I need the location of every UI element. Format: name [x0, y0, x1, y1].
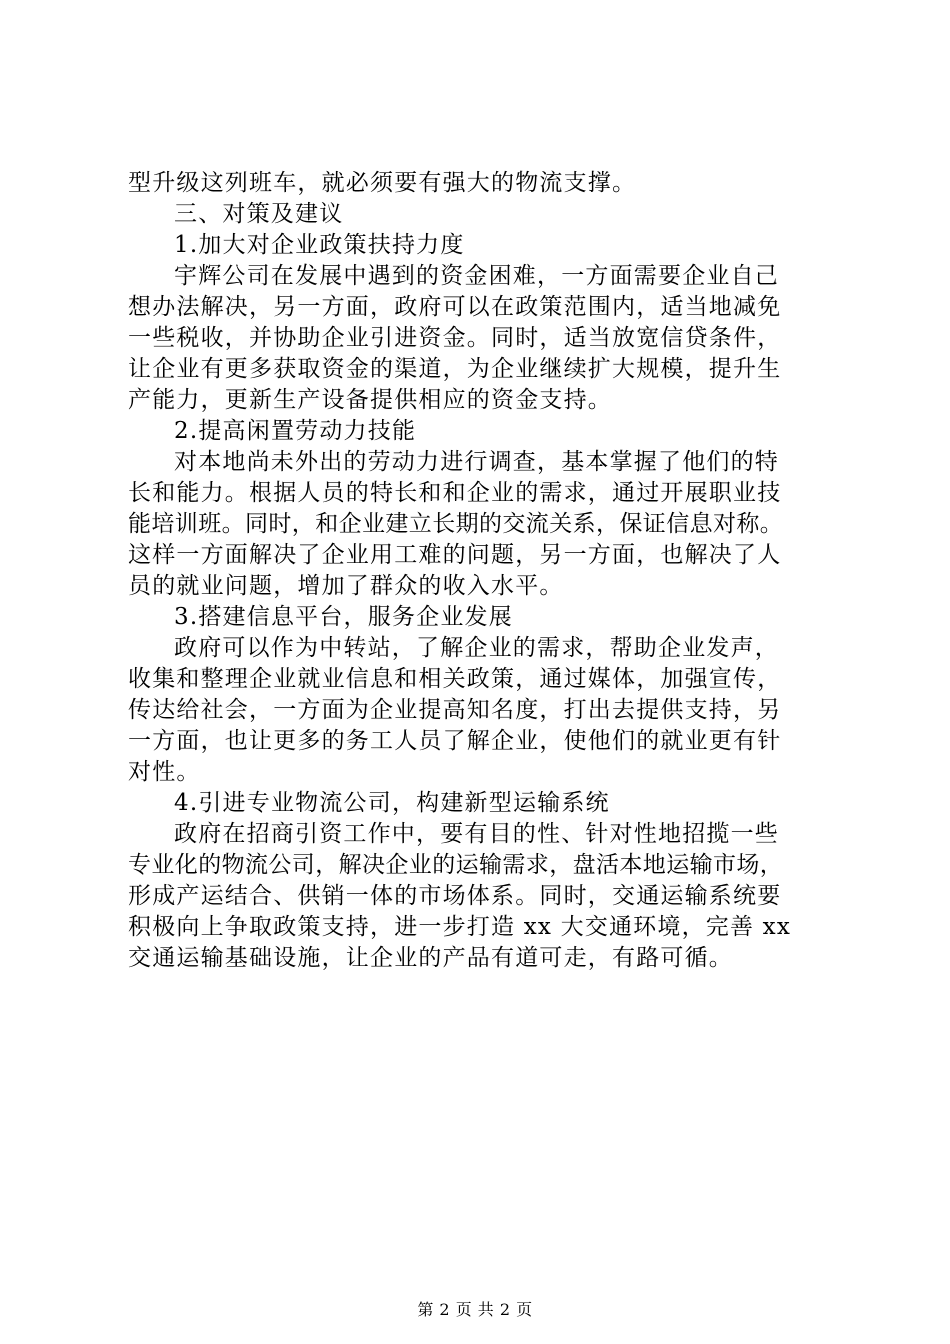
- subsection-heading: 1.加大对企业政策扶持力度: [174, 232, 465, 258]
- text-line: 积极向上争取政策支持，进一步打造 xx 大交通环境，完善 xx: [128, 914, 792, 940]
- subsection-heading: 4.引进专业物流公司，构建新型运输系统: [174, 790, 610, 816]
- text-line: 传达给社会，一方面为企业提高知名度，打出去提供支持，另: [128, 697, 782, 723]
- subsection-heading: 3.搭建信息平台，服务企业发展: [174, 604, 513, 630]
- text-line: 政府可以作为中转站，了解企业的需求，帮助企业发声，: [174, 635, 779, 661]
- text-line: 让企业有更多获取资金的渠道，为企业继续扩大规模，提升生: [128, 356, 782, 382]
- text-line: 宇辉公司在发展中遇到的资金困难，一方面需要企业自己: [174, 263, 779, 289]
- subsection-heading: 2.提高闲置劳动力技能: [174, 418, 417, 444]
- section-heading: 三、对策及建议: [174, 201, 344, 227]
- text-line: 政府在招商引资工作中，要有目的性、针对性地招揽一些: [174, 821, 779, 847]
- text-line: 形成产运结合、供销一体的市场体系。同时，交通运输系统要: [128, 883, 782, 909]
- text-line: 这样一方面解决了企业用工难的问题，另一方面，也解决了人: [128, 542, 782, 568]
- text-line: 一些税收，并协助企业引进资金。同时，适当放宽信贷条件，: [128, 325, 782, 351]
- text-line: 能培训班。同时，和企业建立长期的交流关系，保证信息对称。: [128, 511, 784, 537]
- text-line: 想办法解决，另一方面，政府可以在政策范围内，适当地减免: [128, 294, 782, 320]
- text-line: 收集和整理企业就业信息和相关政策，通过媒体，加强宣传，: [128, 666, 782, 692]
- text-line: 产能力，更新生产设备提供相应的资金支持。: [128, 387, 612, 413]
- text-line: 一方面，也让更多的务工人员了解企业，使他们的就业更有针: [128, 728, 782, 754]
- text-line: 对性。: [128, 759, 201, 785]
- text-line: 专业化的物流公司，解决企业的运输需求，盘活本地运输市场，: [128, 852, 784, 878]
- page-number-footer: 第 2 页 共 2 页: [417, 1300, 533, 1319]
- text-line: 员的就业问题，增加了群众的收入水平。: [128, 573, 564, 599]
- body-text: [128, 168, 828, 974]
- text-line: 型升级这列班车，就必须要有强大的物流支撑。: [128, 170, 637, 196]
- text-line: 长和能力。根据人员的特长和和企业的需求，通过开展职业技: [128, 480, 782, 506]
- text-line: 交通运输基础设施，让企业的产品有道可走，有路可循。: [128, 945, 733, 971]
- text-line: 对本地尚未外出的劳动力进行调查，基本掌握了他们的特: [174, 449, 779, 475]
